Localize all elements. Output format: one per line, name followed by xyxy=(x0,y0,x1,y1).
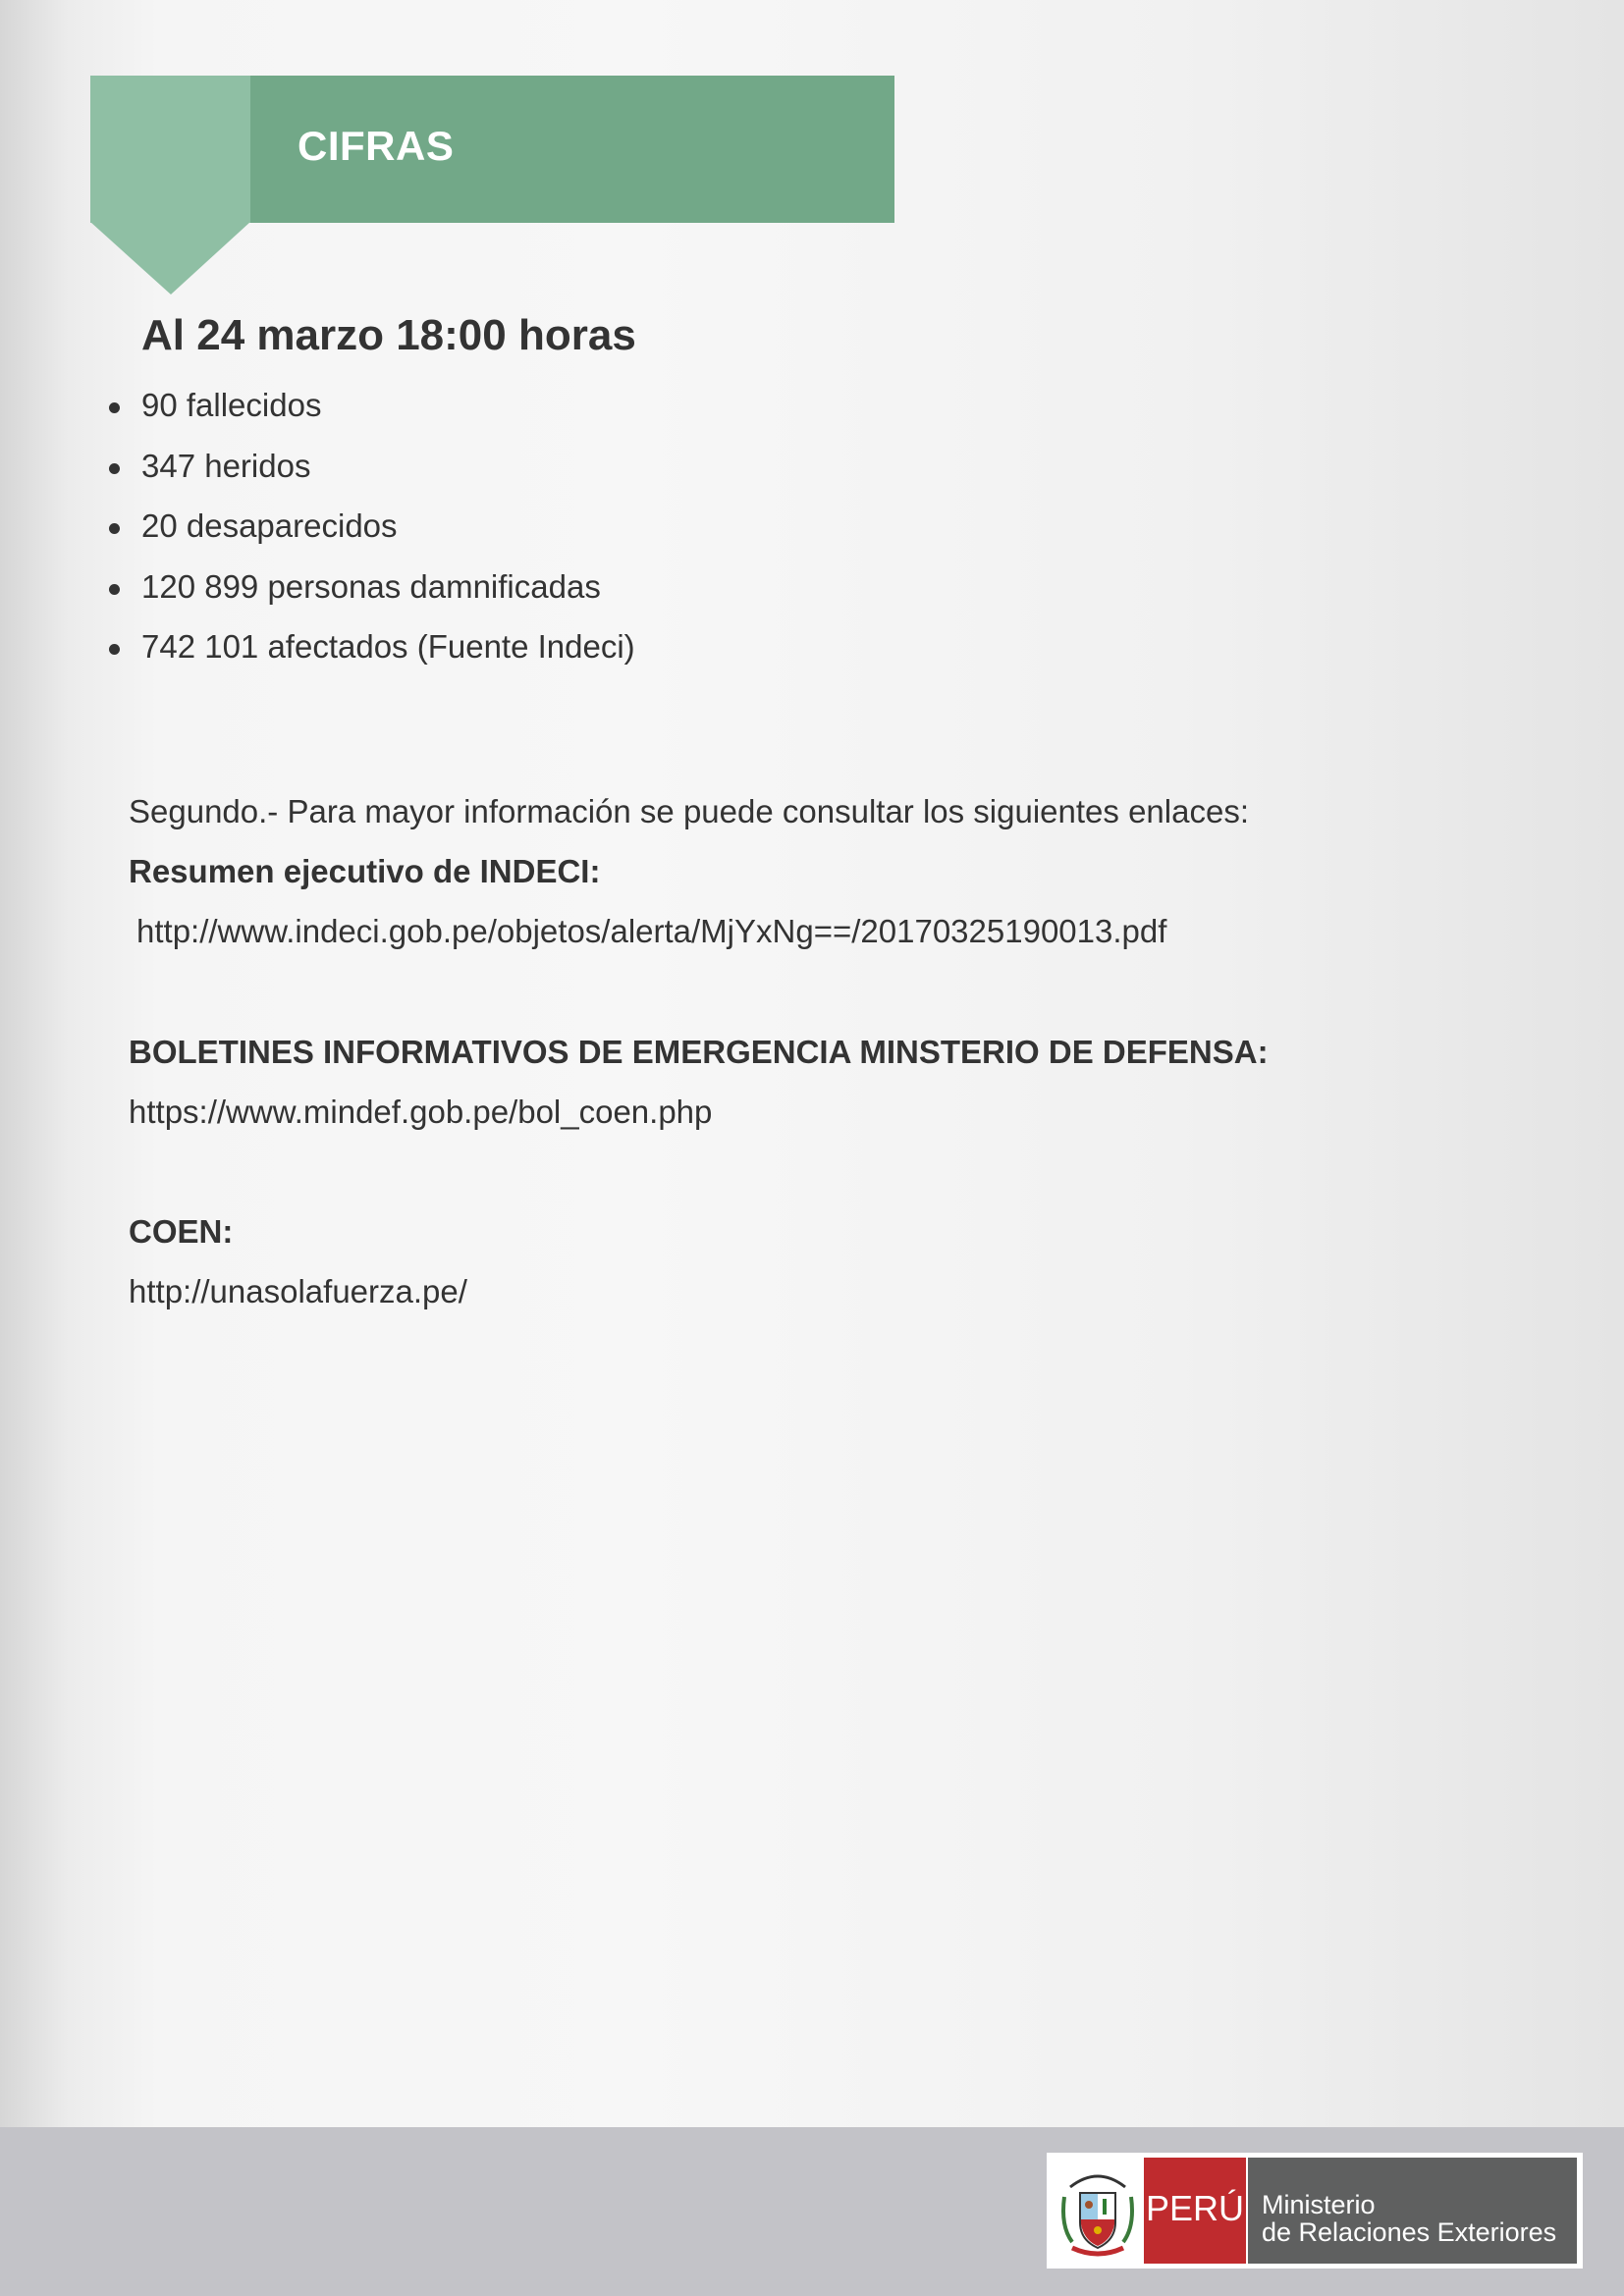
intro-paragraph: Segundo.- Para mayor información se puede consultar los siguientes enlaces: xyxy=(129,793,1249,829)
coen-label: COEN: xyxy=(129,1213,234,1250)
list-item xyxy=(108,447,635,510)
bullet-icon xyxy=(109,644,120,655)
page-subtitle: Al 24 marzo 18:00 horas xyxy=(141,311,636,359)
indeci-link[interactable]: http://www.indeci.gob.pe/objetos/alerta/MjYxNg==/20170325190013.pdf xyxy=(136,913,1167,949)
list-item-text: 90 fallecidos xyxy=(141,387,322,423)
ribbon-accent xyxy=(90,76,250,223)
bullet-icon xyxy=(109,523,120,534)
list-item-text: 120 899 personas damnificadas xyxy=(141,567,601,605)
list-item xyxy=(108,389,635,450)
figures-list xyxy=(108,389,635,691)
country-name: PERÚ xyxy=(1145,2188,1245,2228)
coen-link[interactable]: http://unasolafuerza.pe/ xyxy=(129,1273,467,1309)
section-title: CIFRAS xyxy=(298,123,455,169)
indeci-label: Resumen ejecutivo de INDECI: xyxy=(129,853,601,889)
list-item xyxy=(108,630,635,691)
list-item-text: 20 desaparecidos xyxy=(141,507,398,544)
list-item xyxy=(108,509,635,570)
list-item-text: 347 heridos xyxy=(141,447,311,484)
list-item xyxy=(108,567,635,631)
ribbon-arrow xyxy=(90,222,250,294)
bullet-icon xyxy=(109,402,120,413)
list-item-text: 742 101 afectados (Fuente Indeci) xyxy=(141,628,635,665)
ministry-name-line2: de Relaciones Exteriores xyxy=(1262,2217,1557,2247)
mindef-link[interactable]: https://www.mindef.gob.pe/bol_coen.php xyxy=(129,1094,713,1130)
coat-of-arms-area xyxy=(1053,2158,1143,2264)
peru-coat-of-arms-icon xyxy=(1053,2158,1143,2264)
mindef-label: BOLETINES INFORMATIVOS DE EMERGENCIA MINSTERIO DE DEFENSA: xyxy=(129,1034,1269,1070)
bullet-icon xyxy=(109,584,120,595)
bullet-icon xyxy=(109,463,120,474)
ministry-name-line1: Ministerio xyxy=(1262,2190,1376,2219)
